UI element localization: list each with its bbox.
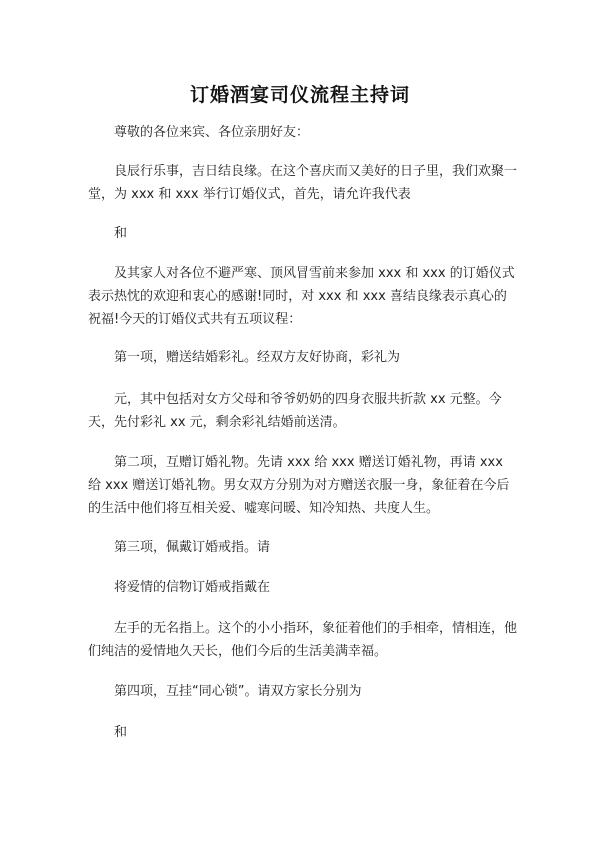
paragraph-ring-meaning: 左手的无名指上。这个的小小指环，象征着他们的手相牵，情相连，他们纯洁的爱情地久天长，他们今后的生活美满幸福。 xyxy=(88,621,518,659)
paragraph-item-4: 第四项，互挂“同心锁”。请双方家长分别为 xyxy=(114,684,362,699)
paragraph-bride-price: 元，其中包括对女方父母和爷爷奶奶的四身衣服共折款 xx 元整。今天，先付彩礼 xx 元，剩余彩礼结婚前送清。 xyxy=(88,392,502,430)
paragraph-greeting: 尊敬的各位来宾、各位亲朋好友： xyxy=(114,125,310,140)
paragraph-and-1: 和 xyxy=(114,226,128,241)
paragraph-ring: 将爱情的信物订婚戒指戴在 xyxy=(114,580,271,595)
paragraph-welcome: 及其家人对各位不避严寒、顶风冒雪前来参加 xxx 和 xxx 的订婚仪式表示热忱的欢迎和衷心的感谢!同时，对 xxx 和 xxx 喜结良缘表示真心的祝福!今天的订婚仪式共有五项议程： xyxy=(88,266,515,327)
document-title: 订婚酒宴司仪流程主持词 xyxy=(189,84,410,106)
paragraph-item-3: 第三项，佩戴订婚戒指。请 xyxy=(114,540,271,555)
paragraph-item-2: 第二项，互赠订婚礼物。先请 xxx 给 xxx 赠送订婚礼物，再请 xxx 给 xxx 赠送订婚礼物。男女双方分别为对方赠送衣服一身，象征着在今后的生活中他们将互相关爱、嘘寒问暖、知冷知热、共度人生。 xyxy=(88,455,510,516)
paragraph-and-2: 和 xyxy=(114,725,128,740)
paragraph-opening: 良辰行乐事，吉日结良缘。在这个喜庆而又美好的日子里，我们欢聚一堂，为 xxx 和 xxx 举行订婚仪式，首先，请允许我代表 xyxy=(88,164,518,202)
paragraph-item-1: 第一项，赠送结婚彩礼。经双方友好协商，彩礼为 xyxy=(114,350,401,365)
